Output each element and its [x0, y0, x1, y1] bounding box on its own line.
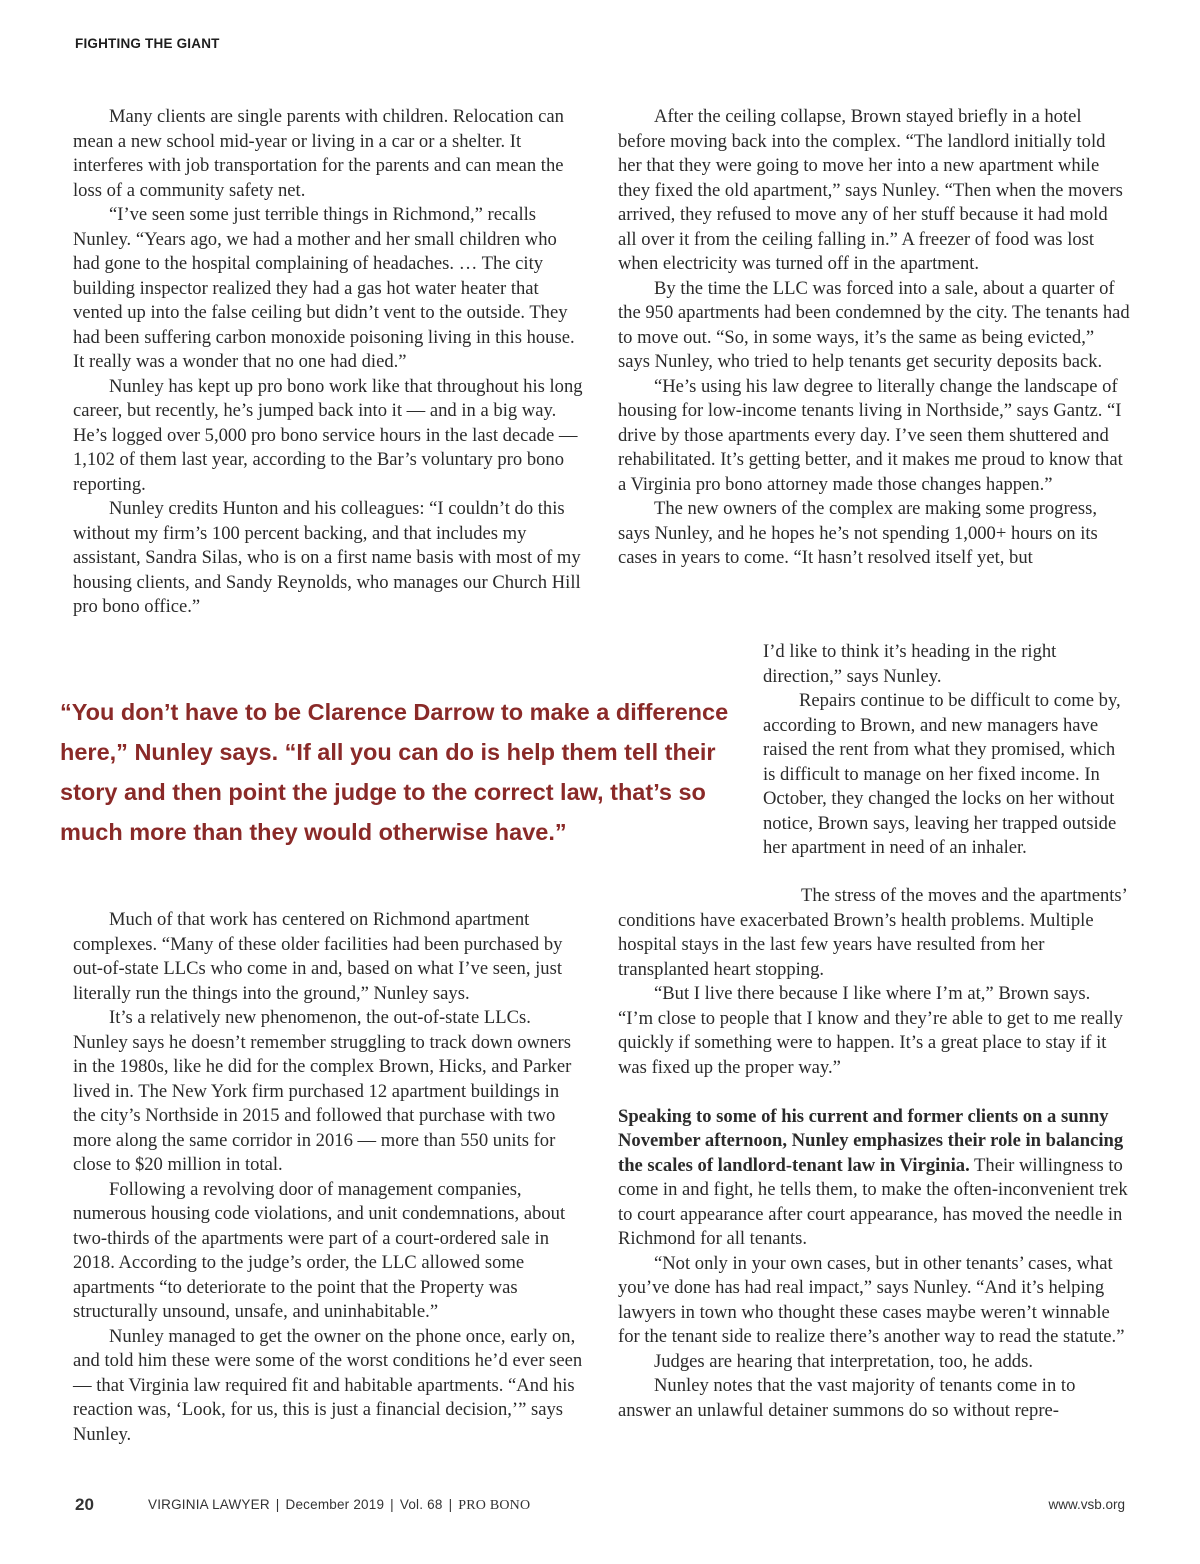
body-paragraph: Many clients are single parents with children. Relocation can mean a new school mid-year or living in a car or a shelter. It interferes with job transportation for the parents and can mean the loss of a community safety net. — [73, 106, 564, 201]
body-paragraph: It’s a relatively new phenomenon, the out-of-state LLCs. Nunley says he doesn’t remember struggling to track down owners in the 1980s, like he did for the complex Brown, Hicks, and Parker lived in. The New York firm purchased 12 apartment buildings in the city’s Northside in 2015 and followed that purchase with two more along the same corridor in 2016 — more than 550 units for close to $20 million in total. — [73, 1007, 572, 1175]
body-paragraph: Nunley notes that the vast majority of tenants come in to answer an unlawful detainer summons do so without repre- — [618, 1375, 1076, 1421]
body-paragraph-continuation: I’d like to think it’s heading in the right direction,” says Nunley. — [763, 641, 1057, 687]
body-paragraph: After the ceiling collapse, Brown stayed briefly in a hotel before moving back into the complex. “The landlord initially told her that they were going to move her into a new apartment while they fixed the old apartment,” says Nunley. “Then when the movers arrived, they refused to move any of her stuff because it had mold all over it from the ceiling falling in.” A freezer of food was lost when electricity was turned off in the apartment. — [618, 106, 1123, 274]
body-paragraph: The stress of the moves and the apartments’ conditions have exacerbated Brown’s health problems. Multiple hospital stays in the last few years have resulted from her transplanted heart stopping. — [618, 885, 1127, 980]
publication-name: VIRGINIA LAWYER — [148, 1497, 270, 1512]
right-column-bottom — [618, 884, 1130, 1423]
body-paragraph: By the time the LLC was forced into a sale, about a quarter of the 950 apartments had been condemned by the city. The tenants had to move out. “So, in some ways, it’s the same as being evicted,” says Nunley, who tried to help tenants get security deposits back. — [618, 277, 1130, 372]
left-column-top — [73, 105, 585, 620]
right-column-wrap — [763, 640, 1130, 861]
section-label: FIGHTING THE GIANT — [75, 36, 220, 51]
body-paragraph: Nunley credits Hunton and his colleagues: “I couldn’t do this without my firm’s 100 percent backing, and that includes my assistant, Sandra Silas, who is on a first name basis with most of my housing clients, and Sandy Reynolds, who manages our Church Hill pro bono office.” — [73, 498, 581, 617]
body-paragraph: “He’s using his law degree to literally change the landscape of housing for low-income tenants living in Northside,” says Gantz. “I drive by those apartments every day. I’ve seen them shuttered and rehabilitated. It’s getting better, and it makes me proud to know that a Virginia pro bono attorney made those changes happen.” — [618, 375, 1123, 495]
body-paragraph: “I’ve seen some just terrible things in Richmond,” recalls Nunley. “Years ago, we had a mother and her small children who had gone to the hospital complaining of headaches. … The city building inspector realized they had a gas hot water heater that vented up into the false ceiling but didn’t vent to the outside. They had been suffering carbon monoxide poisoning living in this house. It really was a wonder that no one had died.” — [73, 204, 575, 372]
publication-line: VIRGINIA LAWYER | December 2019 | Vol. 68 | PRO BONO — [148, 1497, 531, 1513]
issue-date: December 2019 — [285, 1497, 385, 1512]
body-paragraph: “But I live there because I like where I’m at,” Brown says. “I’m close to people that I know and they’re able to get to me really quickly if something were to happen. It’s a great place to stay if it was fixed up the proper way.” — [618, 983, 1123, 1078]
left-column-bottom — [73, 908, 585, 1447]
body-paragraph: Following a revolving door of management companies, numerous housing code violations, and unit condemnations, about two-thirds of the apartments were part of a court-ordered sale in 2018. According to the judge’s order, the LLC allowed some apartments “to deteriorate to the point that the Property was structurally unsound, unsafe, and uninhabitable.” — [73, 1178, 566, 1322]
body-paragraph: “Not only in your own cases, but in other tenants’ cases, what you’ve done has had real impact,” says Nunley. “And it’s helping lawyers in town who thought these cases maybe weren’t winnable for the tenant side to realize there’s another way to read the statute.” — [618, 1252, 1125, 1347]
page-number: 20 — [75, 1495, 94, 1514]
website-link[interactable]: www.vsb.org — [1048, 1497, 1125, 1512]
body-paragraph: Nunley has kept up pro bono work like that throughout his long career, but recently, he’s jumped back into it — and in a big way. He’s logged over 5,000 pro bono service hours in the last decade — 1,102 of them last year, according to the Bar’s voluntary pro bono reporting. — [73, 375, 583, 495]
body-paragraph: Judges are hearing that interpretation, too, he adds. — [654, 1350, 1033, 1372]
pull-quote: “You don’t have to be Clarence Darrow to make a difference here,” Nunley says. “If all you can do is help them tell their story and then point the judge to the correct law, that’s so much more than they would otherwise have.” — [60, 699, 729, 845]
body-paragraph: Repairs continue to be difficult to come by, according to Brown, and new managers have raised the rent from what they promised, which is difficult to manage on her fixed income. In October, they changed the locks on her without notice, Brown says, leaving her trapped outside her apartment in need of an inhaler. — [763, 690, 1121, 858]
body-paragraph: The new owners of the complex are making some progress, says Nunley, and he hopes he’s not spending 1,000+ hours on its cases in years to come. “It hasn’t resolved itself yet, but — [618, 498, 1098, 568]
section-paragraph — [618, 1105, 1130, 1252]
volume: Vol. 68 — [399, 1497, 443, 1512]
section-lead-in: Speaking to some of his current and former clients on a sunny November afternoon, Nunley emphasizes their role in balancing the scales of landlord-tenant law in Virginia. — [618, 1105, 1124, 1176]
section-lead-in-rest: Their willingness to come in and fight, he tells them, to make the often-inconvenient trek to court appearance after court appearance, has moved the needle in Richmond for all tenants. — [618, 1154, 1128, 1249]
page-footer — [0, 1494, 1200, 1518]
body-paragraph: Nunley managed to get the owner on the phone once, early on, and told him these were some of the worst conditions he’d ever seen — that Virginia law required fit and habitable apartments. “And his reaction was, ‘Look, for us, this is just a financial decision,’” says Nunley. — [73, 1325, 583, 1445]
body-paragraph: Much of that work has centered on Richmond apartment complexes. “Many of these older facilities had been purchased by out-of-state LLCs who come in and, based on what I’ve seen, just literally run the things into the ground,” Nunley says. — [73, 909, 563, 1004]
right-column-top — [618, 105, 1130, 571]
issue-section: PRO BONO — [458, 1498, 531, 1513]
